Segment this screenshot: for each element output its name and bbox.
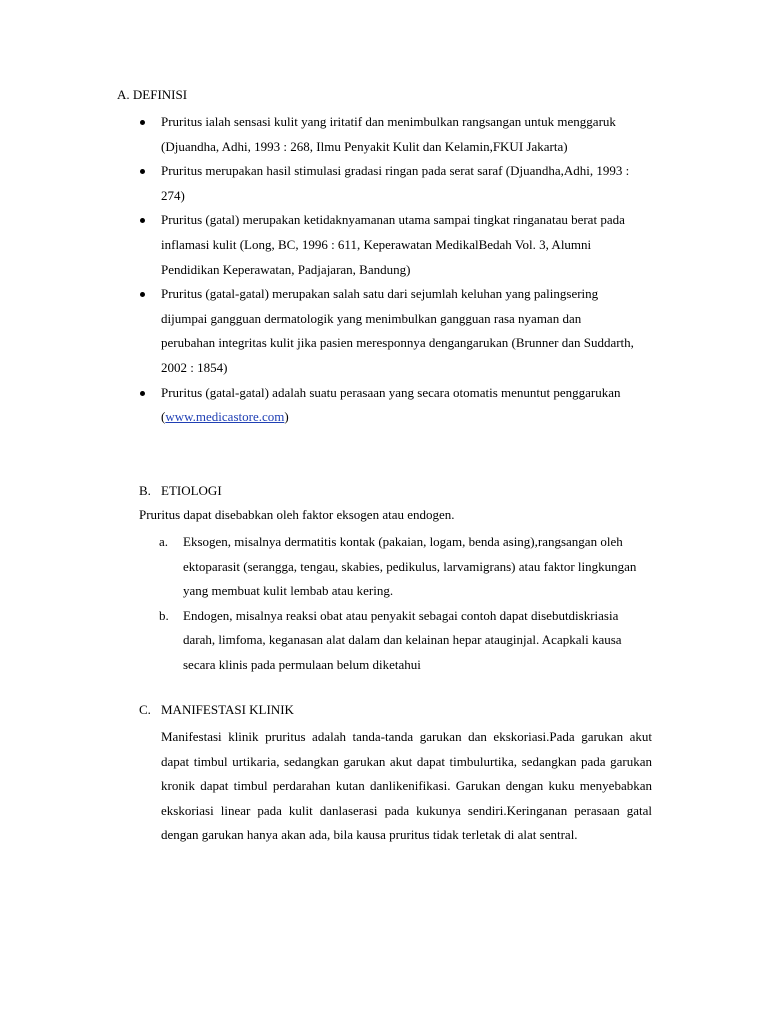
bullet-icon xyxy=(140,391,145,396)
etiologi-list xyxy=(159,530,649,678)
section-letter: B. xyxy=(139,483,151,498)
section-letter: C. xyxy=(139,702,151,717)
list-item-text-after: ) xyxy=(284,409,289,425)
list-item-text-before: Pruritus (gatal-gatal) adalah suatu perasaan yang secara otomatis menuntut penggarukan ( xyxy=(161,384,621,425)
section-title: DEFINISI xyxy=(132,87,188,102)
section-heading-manifestasi xyxy=(139,702,294,718)
bullet-icon xyxy=(140,169,145,174)
list-item xyxy=(138,208,638,282)
list-item xyxy=(159,530,649,604)
list-item-text xyxy=(161,381,638,430)
section-title: ETIOLOGI xyxy=(161,483,222,498)
list-item xyxy=(138,381,638,430)
list-marker: b. xyxy=(159,607,169,623)
section-title: MANIFESTASI KLINIK xyxy=(161,702,294,717)
section-letter: A. xyxy=(117,87,130,102)
list-item xyxy=(138,110,638,159)
list-marker: a. xyxy=(159,534,169,549)
list-item xyxy=(138,159,638,208)
bullet-icon xyxy=(140,292,145,297)
manifestasi-paragraph: Manifestasi klinik pruritus adalah tanda-tanda garukan dan ekskoriasi.Pada garukan akut dapat timbul urtikaria, sedangkan garukan akut dapat timbulurtika, sedangkan pada garukan kronik dapat timbul perdarahan kutan danlikenifikasi. Garukan dengan kuku menyebabkan ekskoriasi linear pada kulit danlaserasi pada kukunya sendiri.Keringanan perasaan gatal dengan garukan hanya akan ada, bila kausa pruritus tidak terletak di alat sentral. xyxy=(161,729,652,842)
section-heading-etiologi xyxy=(139,483,222,499)
list-item xyxy=(159,604,649,678)
medicastore-link[interactable]: www.medicastore.com xyxy=(165,409,285,425)
list-item-text: Pruritus merupakan hasil stimulasi gradasi ringan pada serat saraf (Djuandha,Adhi, 1993 : 274) xyxy=(161,163,630,203)
section-heading-definisi xyxy=(117,87,187,103)
definisi-list xyxy=(138,110,638,430)
list-item-text: Pruritus (gatal) merupakan ketidaknyamanan utama sampai tingkat ringanatau berat pada inflamasi kulit (Long, BC, 1996 : 611, Keperawatan MedikalBedah Vol. 3, Alumni Pendidikan Keperawatan, Padjajaran, Bandung) xyxy=(161,212,625,277)
list-item-text: Eksogen, misalnya dermatitis kontak (pakaian, logam, benda asing),rangsangan oleh ektoparasit (serangga, tengau, skabies, pedikulus, larvamigrans) atau faktor lingkungan yang membuat kulit lembab atau kering. xyxy=(183,534,637,599)
etiologi-intro: Pruritus dapat disebabkan oleh faktor eksogen atau endogen. xyxy=(139,507,455,522)
list-item xyxy=(138,282,638,380)
bullet-icon xyxy=(140,120,145,125)
bullet-icon xyxy=(140,218,145,223)
list-item-text: Pruritus (gatal-gatal) merupakan salah satu dari sejumlah keluhan yang palingsering dijumpai gangguan dermatologik yang menimbulkan gangguan rasa nyaman dan perubahan integritas kulit jika pasien meresponnya dengangarukan (Brunner dan Suddarth, 2002 : 1854) xyxy=(161,286,634,375)
list-item-text: Pruritus ialah sensasi kulit yang iritatif dan menimbulkan rangsangan untuk menggaruk (Djuandha, Adhi, 1993 : 268, Ilmu Penyakit Kulit dan Kelamin,FKUI Jakarta) xyxy=(161,114,616,154)
list-item-text: Endogen, misalnya reaksi obat atau penyakit sebagai contoh dapat disebutdiskriasia darah, limfoma, keganasan alat dalam dan kelainan hepar atauginjal. Acapkali kausa secara klinis pada permulaan belum diketahui xyxy=(183,607,622,672)
